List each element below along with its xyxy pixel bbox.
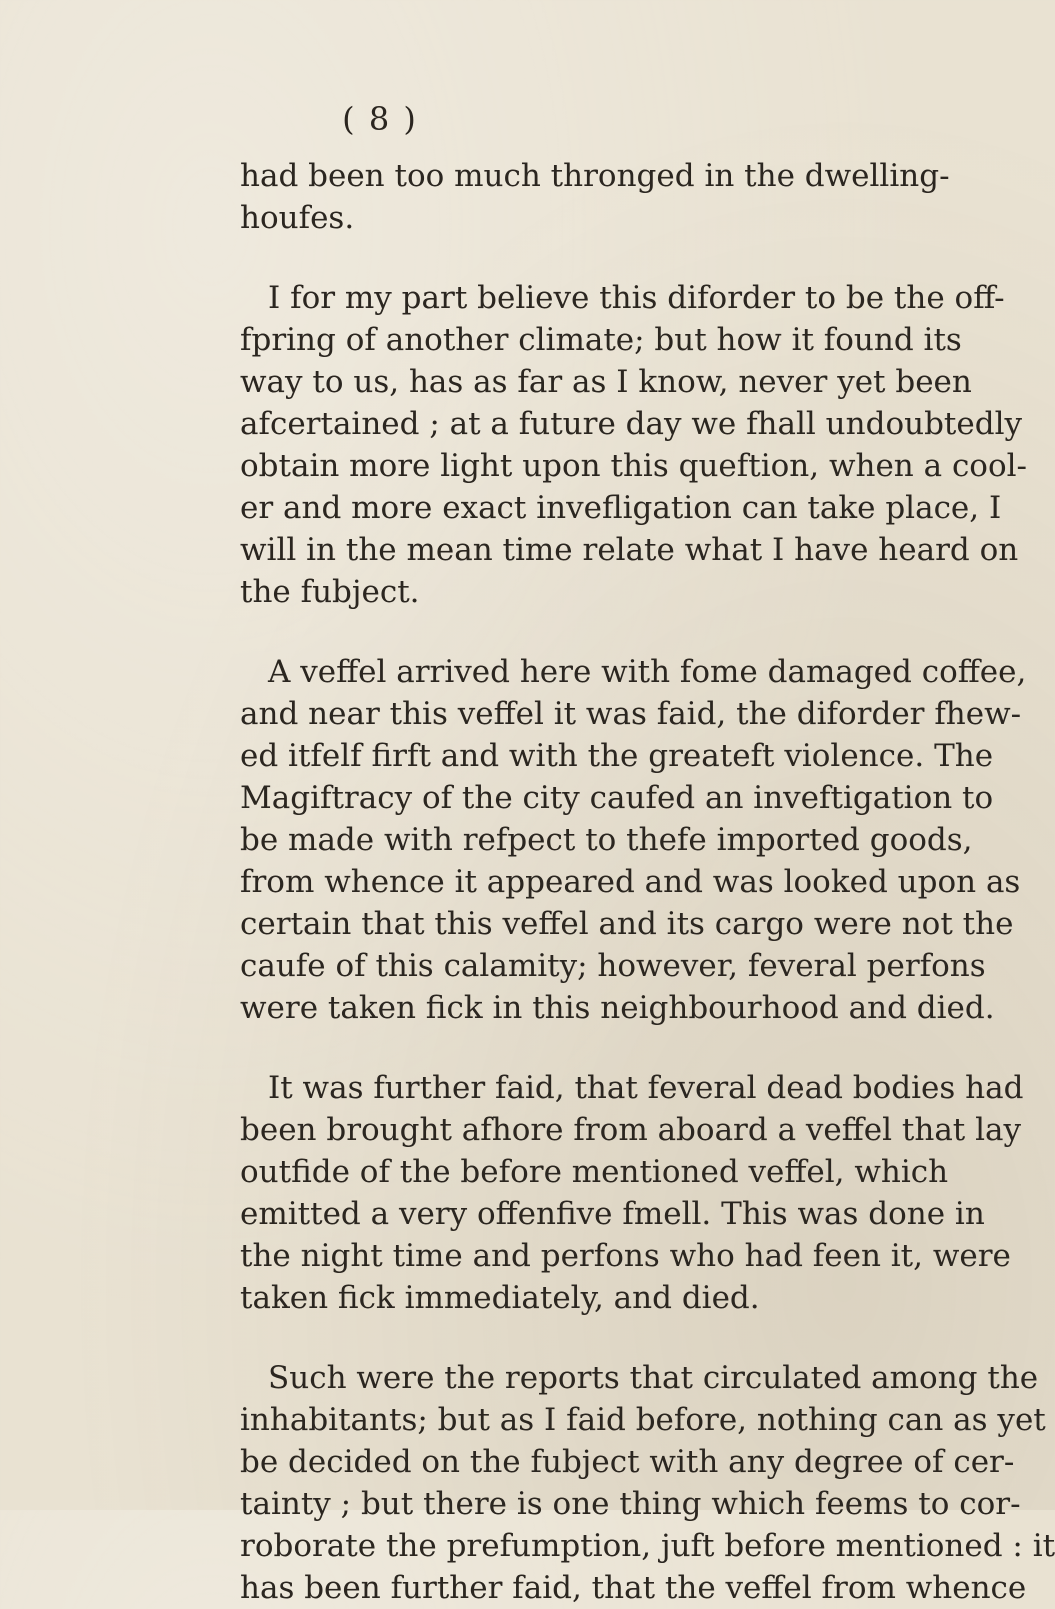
text-line: from whence it appeared and was looked upon as: [240, 864, 1021, 900]
text-line: be made with refpect to thefe imported goods,: [240, 822, 973, 858]
text-line: been brought afhore from aboard a veffel that lay: [240, 1112, 1022, 1148]
paragraph-5: [240, 1357, 1055, 1609]
text-line: the night time and perfons who had feen it, were: [240, 1238, 1011, 1274]
body-text: [240, 155, 1055, 1609]
text-line: were taken fick in this neighbourhood and died.: [240, 990, 995, 1026]
text-line: tainty ; but there is one thing which feems to cor-: [240, 1486, 1021, 1522]
text-line: and near this veffel it was faid, the diforder fhew-: [240, 696, 1022, 732]
text-line: had been too much thronged in the dwelling-: [240, 158, 950, 194]
text-line: way to us, has as far as I know, never yet been: [240, 364, 972, 400]
text-line: be decided on the fubject with any degree of cer-: [240, 1444, 1015, 1480]
page-number: ( 8 ): [342, 100, 418, 138]
paragraph-3: [240, 651, 1027, 1029]
text-line: certain that this veffel and its cargo were not the: [240, 906, 1014, 942]
text-line: ed itfelf firft and with the greateft violence. The: [240, 738, 994, 774]
text-line: afcertained ; at a future day we fhall undoubtedly: [240, 406, 1023, 442]
text-line: caufe of this calamity; however, feveral perfons: [240, 948, 986, 984]
paragraph-4: [240, 1067, 1024, 1319]
paragraph-1: [240, 155, 950, 239]
text-line: er and more exact invefligation can take place, I: [240, 490, 1002, 526]
text-line: It was further faid, that feveral dead bodies had: [268, 1070, 1024, 1106]
text-line: A veffel arrived here with fome damaged coffee,: [268, 654, 1027, 690]
text-line: obtain more light upon this queftion, when a cool-: [240, 448, 1028, 484]
text-line: I for my part believe this diforder to be the off-: [268, 280, 1005, 316]
text-line: Magiftracy of the city caufed an inveftigation to: [240, 780, 994, 816]
paragraph-2: [240, 277, 1028, 613]
text-line: houfes.: [240, 200, 355, 236]
text-line: inhabitants; but as I faid before, nothing can as yet: [240, 1402, 1046, 1438]
text-line: the fubject.: [240, 574, 420, 610]
text-line: has been further faid, that the veffel from whence: [240, 1570, 1027, 1606]
text-line: emitted a very offenfive fmell. This was done in: [240, 1196, 985, 1232]
text-line: Such were the reports that circulated among the: [268, 1360, 1039, 1396]
text-line: roborate the prefumption, juft before mentioned : it: [240, 1528, 1055, 1564]
text-line: outfide of the before mentioned veffel, which: [240, 1154, 949, 1190]
text-line: will in the mean time relate what I have heard on: [240, 532, 1019, 568]
text-line: fpring of another climate; but how it found its: [240, 322, 962, 358]
text-line: taken fick immediately, and died.: [240, 1280, 760, 1316]
